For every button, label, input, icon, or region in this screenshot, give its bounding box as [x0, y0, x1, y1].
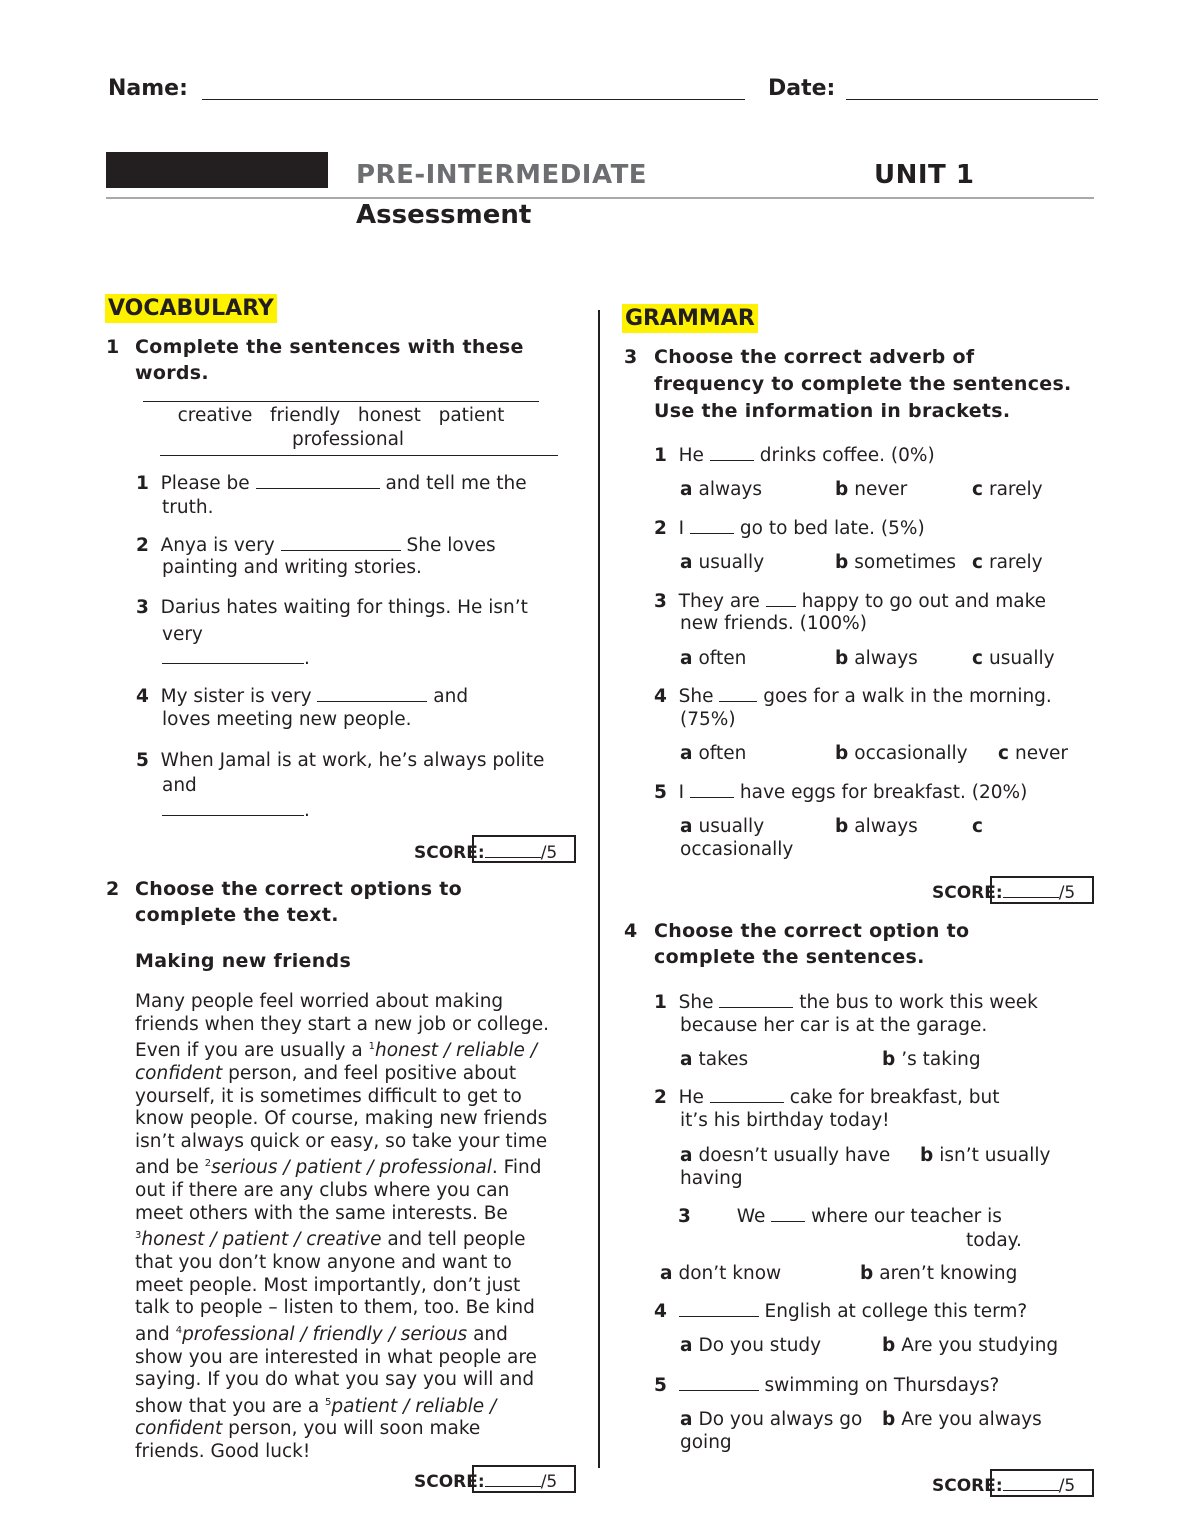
column-divider: [598, 310, 600, 1468]
score-blank[interactable]: [1003, 1477, 1059, 1491]
q3-item-3-option-b[interactable]: b always: [835, 648, 918, 669]
q1-item-5-line2: and: [162, 775, 197, 796]
grammar-heading: GRAMMAR: [622, 304, 758, 333]
date-label: Date:: [768, 76, 836, 101]
q4-item-1-option-a[interactable]: a takes: [680, 1049, 749, 1070]
gap-3-options[interactable]: honest / patient / creative: [141, 1229, 382, 1251]
answer-blank[interactable]: [719, 991, 793, 1008]
name-field[interactable]: [202, 99, 745, 100]
answer-blank[interactable]: [679, 1374, 759, 1391]
q4-item-3-option-a[interactable]: a don’t know: [660, 1263, 782, 1284]
q2-number: 2: [106, 878, 120, 900]
q3-item-1: 1 He drinks coffee. (0%): [654, 445, 935, 466]
gap-1-options-cont[interactable]: confident: [135, 1062, 223, 1084]
q1-item-5-line3: .: [162, 799, 310, 822]
header-rule: [106, 197, 1094, 199]
q4-item-3: 3 We where our teacher is: [678, 1206, 1002, 1227]
q4-item-3-line2: today.: [966, 1230, 1022, 1251]
q2-instruction: Choose the correct options to complete the text.: [135, 878, 462, 926]
answer-blank[interactable]: [679, 1300, 759, 1317]
q3-item-2-option-b[interactable]: b sometimes: [835, 552, 957, 573]
q3-item-1-option-b[interactable]: b never: [835, 479, 908, 500]
answer-blank[interactable]: [281, 534, 401, 551]
q4-item-5-option-a[interactable]: a Do you always go: [680, 1409, 863, 1430]
answer-blank[interactable]: [256, 472, 380, 489]
q4-instruction-line2: complete the sentences.: [654, 946, 925, 968]
vocabulary-heading: VOCABULARY: [105, 294, 277, 323]
q3-item-4-option-c[interactable]: c never: [998, 743, 1069, 764]
q4-item-3-option-b[interactable]: b aren’t knowing: [860, 1263, 1018, 1284]
q4-item-4: 4 English at college this term?: [654, 1301, 1028, 1322]
q3-instruction-line2: frequency to complete the sentences.: [654, 373, 1072, 395]
q1-item-1-line2: truth.: [162, 497, 214, 518]
gap-1-options[interactable]: honest / reliable /: [374, 1040, 537, 1062]
q3-item-3-option-a[interactable]: a often: [680, 648, 747, 669]
q4-item-2-option-a[interactable]: a doesn’t usually have: [680, 1145, 891, 1166]
q3-item-4-option-a[interactable]: a often: [680, 743, 747, 764]
q4-item-2-line2: it’s his birthday today!: [680, 1110, 890, 1131]
q3-item-2-option-a[interactable]: a usually: [680, 552, 765, 573]
word-box-line2: professional: [291, 429, 405, 450]
q4-item-5-option-b[interactable]: b Are you always: [882, 1409, 1042, 1430]
q3-item-5-option-c-text[interactable]: occasionally: [680, 839, 794, 860]
q4-number: 4: [624, 920, 638, 942]
q4-item-5: 5 swimming on Thursdays?: [654, 1375, 1000, 1396]
answer-blank[interactable]: [719, 685, 757, 702]
reading-passage: Many people feel worried about making friends when they start a new job or college. Even if you are usually a $^1$honest / reliable / confident person, and feel positive about yourself, it is sometimes difficult to get to know people. Of course, making new friends isn’t always quick or easy, so take your time and be $^2$serious / patient / professional. Find out if there are any clubs where you can meet others with the same interests. Be $^3$honest / patient / creative and tell people that you don’t know anyone and want to meet people. Most importantly, don’t just talk to people – listen to them, too. Be kind and $^4$professional / friendly / serious and show you are interested in what people are saying. If you do what you say you will and show that you are a $^5$patient / reliable / confident person, you will soon make friends. Good luck!: [135, 991, 550, 1463]
q1-item-4: 4 My sister is very and: [136, 686, 469, 707]
q1-score: SCORE: /5: [414, 843, 558, 863]
q3-item-3-line2: new friends. (100%): [680, 613, 867, 634]
q3-item-4-line2: (75%): [680, 709, 736, 730]
name-label: Name:: [108, 76, 188, 101]
word-box-line1: creative friendly honest patient: [177, 405, 505, 426]
answer-blank[interactable]: [690, 781, 734, 798]
score-blank[interactable]: [485, 1473, 541, 1487]
q3-item-5-option-c[interactable]: c: [972, 816, 983, 837]
answer-blank[interactable]: [710, 444, 754, 461]
q3-item-5: 5 I have eggs for breakfast. (20%): [654, 782, 1028, 803]
score-blank[interactable]: [1003, 884, 1059, 898]
q3-item-5-option-b[interactable]: b always: [835, 816, 918, 837]
q3-instruction-line1: Choose the correct adverb of: [654, 346, 975, 368]
passage-title: Making new friends: [135, 950, 352, 972]
gap-4-options[interactable]: professional / friendly / serious: [182, 1323, 468, 1345]
q3-item-2: 2 I go to bed late. (5%): [654, 518, 925, 539]
q1-number: 1: [106, 336, 120, 358]
q4-item-4-option-a[interactable]: a Do you study: [680, 1335, 822, 1356]
q4-item-2-option-b[interactable]: b isn’t usually: [920, 1145, 1051, 1166]
q3-item-1-option-c[interactable]: c rarely: [972, 479, 1043, 500]
answer-blank[interactable]: [771, 1205, 805, 1222]
date-field[interactable]: [846, 99, 1098, 100]
q3-item-5-option-a[interactable]: a usually: [680, 816, 765, 837]
q1-item-2: 2 Anya is very She loves: [136, 535, 496, 556]
q4-item-1-option-b[interactable]: b ’s taking: [882, 1049, 981, 1070]
answer-blank[interactable]: [162, 799, 304, 816]
q1-instruction: Complete the sentences with these words.: [135, 336, 524, 384]
answer-blank[interactable]: [690, 517, 734, 534]
answer-blank[interactable]: [710, 1086, 784, 1103]
logo-bar: [106, 152, 328, 188]
q1-item-4-line2: loves meeting new people.: [162, 709, 412, 730]
page-subtitle: Assessment: [356, 200, 532, 230]
level-title: PRE-INTERMEDIATE: [356, 160, 648, 190]
q1-item-3-line3: .: [162, 647, 310, 670]
gap-5-options[interactable]: patient / reliable /: [331, 1395, 497, 1417]
q4-item-5-option-b-cont[interactable]: going: [680, 1432, 732, 1453]
q3-item-1-option-a[interactable]: a always: [680, 479, 763, 500]
q4-instruction-line1: Choose the correct option to: [654, 920, 970, 942]
q1-item-3-line2: very: [162, 624, 203, 645]
unit-title: UNIT 1: [874, 160, 975, 190]
answer-blank[interactable]: [162, 647, 304, 664]
q3-item-3: 3 They are happy to go out and make: [654, 591, 1047, 612]
q3-instruction-line3: Use the information in brackets.: [654, 400, 1011, 422]
q3-number: 3: [624, 346, 638, 368]
score-blank[interactable]: [485, 844, 541, 858]
q2-score: SCORE: /5: [414, 1472, 558, 1492]
q4-item-2: 2 He cake for breakfast, but: [654, 1087, 1000, 1108]
q4-item-1: 1 She the bus to work this week: [654, 992, 1038, 1013]
word-box-top-line: [143, 401, 539, 402]
word-box-bottom-line: [160, 455, 558, 456]
gap-2-options[interactable]: serious / patient / professional: [211, 1157, 492, 1179]
q4-item-4-option-b[interactable]: b Are you studying: [882, 1335, 1059, 1356]
q1-item-1: 1 Please be and tell me the: [136, 473, 527, 494]
q3-item-3-option-c[interactable]: c usually: [972, 648, 1055, 669]
answer-blank[interactable]: [317, 685, 427, 702]
q4-score: SCORE: /5: [932, 1476, 1076, 1496]
q4-item-2-option-b-cont[interactable]: having: [680, 1168, 743, 1189]
q3-item-4: 4 She goes for a walk in the morning.: [654, 686, 1052, 707]
q3-item-2-option-c[interactable]: c rarely: [972, 552, 1043, 573]
q1-item-3: 3 Darius hates waiting for things. He isn’t: [136, 597, 528, 618]
gap-5-options-cont[interactable]: confident: [135, 1418, 223, 1440]
q1-item-5: 5 When Jamal is at work, he’s always polite: [136, 750, 545, 771]
answer-blank[interactable]: [766, 590, 796, 607]
q4-item-1-line2: because her car is at the garage.: [680, 1015, 988, 1036]
q3-score: SCORE: /5: [932, 883, 1076, 903]
q1-item-2-line2: painting and writing stories.: [162, 557, 422, 578]
q3-item-4-option-b[interactable]: b occasionally: [835, 743, 968, 764]
